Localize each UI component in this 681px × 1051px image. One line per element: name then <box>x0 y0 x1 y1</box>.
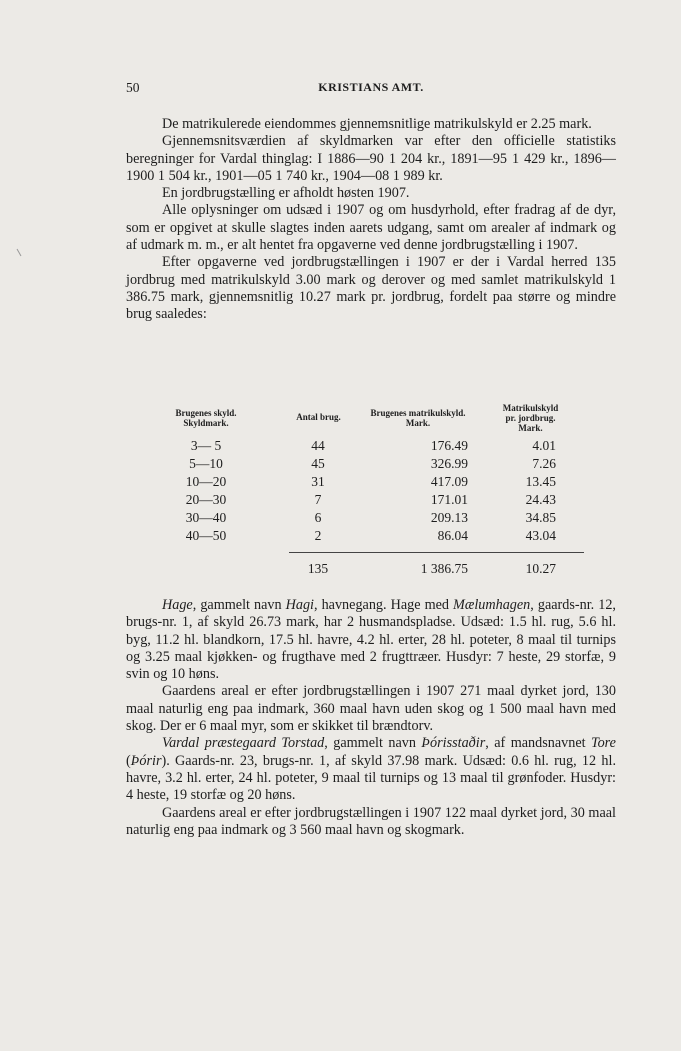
running-head: KRISTIANS AMT. <box>318 80 424 94</box>
page-number: 50 <box>126 80 140 95</box>
table-cell: 45 <box>311 456 325 471</box>
person-name: Tore <box>591 735 616 752</box>
table-cell: 7.26 <box>532 456 556 471</box>
text-span: , af mandsnavnet <box>485 735 591 752</box>
header-text: Brugenes skyld. <box>175 408 237 418</box>
table-cell: 40—50 <box>185 528 227 543</box>
table-cell: 13.45 <box>525 474 556 489</box>
total-pr-jordbrug: 10.27 <box>525 561 556 576</box>
header-text: Brugenes matrikulskyld. <box>370 408 466 418</box>
header-text: Matrikulskyld <box>502 403 559 413</box>
total-antal: 135 <box>307 561 329 576</box>
table-cell: 34.85 <box>525 510 556 525</box>
table-cell: 176.49 <box>430 438 468 453</box>
table-cell: 20—30 <box>185 492 227 507</box>
table-cell: 43.04 <box>525 528 556 543</box>
farm-name: Vardal præstegaard Torstad <box>162 735 325 752</box>
farm-name: Hage <box>162 597 193 613</box>
table-cell: 24.43 <box>525 492 556 507</box>
table-cell: 44 <box>311 438 325 453</box>
table-cell: 326.99 <box>430 456 468 471</box>
paragraph-average-skyld: De matrikulerede eiendommes gjennemsnitlige matrikulskyld er 2.25 mark. <box>162 116 592 132</box>
table-cell: 6 <box>314 510 322 525</box>
farm-size-table <box>126 400 616 590</box>
header-antal-brug: Antal brug. <box>296 412 341 422</box>
old-name: Þórisstaðir <box>421 735 486 752</box>
text-block-bottom <box>126 597 616 839</box>
total-rule <box>289 552 584 553</box>
table-cell: 5—10 <box>189 456 223 471</box>
text-span: ( <box>126 752 131 769</box>
text-span: , havnegang. Hage med <box>313 597 454 613</box>
table-cell: 209.13 <box>430 510 468 525</box>
text-span: , gaards-nr. 12, brugs-nr. 1, af skyld 26.73 mark, har 2 husmandspladse. Udsæd: 1.5 hl. rug, 5.6 hl. byg, 11.2 hl. blandkorn, 17.5 hl. havre, 4.2 hl. erter, 28 hl. poteter, 8 maal til turnips og 3.25 maal kjøkken- og frugthave med 2 frugttræer. Husdyr: 7 heste, 29 storfæ, 9 svin og 10 høns. <box>126 597 616 683</box>
paragraph-census: En jordbrugstælling er afholdt høsten 1907. <box>162 185 410 202</box>
header-text: Mark. <box>405 418 431 428</box>
header-text: pr. jordbrug. <box>505 413 556 423</box>
table-cell: 417.09 <box>430 474 468 489</box>
header-pr-jordbrug <box>488 403 573 433</box>
person-old-name: Þórir <box>130 752 162 769</box>
paragraph-farm-summary: Efter opgaverne ved jordbrugstællingen i 1907 er der i Vardal herred 135 jordbrug med matrikulskyld 3.00 mark og derover og med samlet matrikulskyld 1 386.75 mark, gjennemsnitlig 10.27 mark pr. jordbrug, fordelt paa større og mindre brug saaledes: <box>126 254 616 323</box>
table-cell: 171.01 <box>430 492 468 507</box>
paragraph-torstad-areal: Gaardens areal er efter jordbrugstællingen i 1907 122 maal dyrket jord, 30 maal naturlig eng paa indmark og 3 560 maal havn og skogmark. <box>126 804 616 838</box>
margin-mark <box>17 249 22 256</box>
table-cell: 30—40 <box>185 510 227 525</box>
text-span: ). Gaards-nr. 23, brugs-nr. 1, af skyld 37.98 mark. Udsæd: 0.6 hl. rug, 12 hl. havre, 3.2 hl. erter, 24 hl. poteter, 9 maal til turnips og 13 maal til grønfoder. Husdyr: 4 heste, 19 storfæ og 20 høns. <box>126 752 616 804</box>
table-cell: 10—20 <box>185 474 227 489</box>
total-matrikul: 1 386.75 <box>420 561 468 576</box>
table-cell: 86.04 <box>437 528 468 543</box>
header-matrikulskyld <box>348 408 488 428</box>
text-block-top <box>126 116 616 324</box>
header-text: Skyldmark. <box>183 418 229 428</box>
table-cell: 31 <box>311 474 325 489</box>
table-cell: 3— 5 <box>190 438 222 453</box>
text-span: , gammelt navn <box>192 597 286 613</box>
table-cell: 2 <box>314 528 322 543</box>
paragraph-hage <box>126 597 616 683</box>
page-header <box>126 80 616 100</box>
header-brugenes-skyld <box>166 408 246 428</box>
old-name: Hagi <box>285 597 314 613</box>
farm-name: Mælumhagen <box>453 597 531 613</box>
paragraph-hage-areal: Gaardens areal er efter jordbrugstællingen i 1907 271 maal dyrket jord, 130 maal naturlig eng paa indmark, 360 maal havn uden skog og 1 500 maal havn med skog. Der er 6 maal myr, som er skikket til brændtorv. <box>126 683 616 735</box>
paragraph-torstad <box>126 735 616 804</box>
header-text: Mark. <box>518 423 543 433</box>
paragraph-data-source: Alle oplysninger om udsæd i 1907 og om husdyrhold, efter fradrag af de dyr, som er opgivet at skulle slagtes inden aarets udgang, samt om arealer af indmark og af udmark m. m., er alt hentet fra opgaverne ved denne jordbrugstælling i 1907. <box>126 202 616 254</box>
table-cell: 7 <box>314 492 322 507</box>
paragraph-skyldmark-value: Gjennemsnitsværdien af skyldmarken var efter den officielle statistiks beregninger for Vardal thinglag: I 1886—90 1 204 kr., 1891—95 1 429 kr., 1896—1900 1 504 kr., 1901—05 1 740 kr., 1904—08 1 989 kr. <box>126 133 616 184</box>
table-cell: 4.01 <box>532 438 556 453</box>
text-span: , gammelt navn <box>324 735 422 752</box>
